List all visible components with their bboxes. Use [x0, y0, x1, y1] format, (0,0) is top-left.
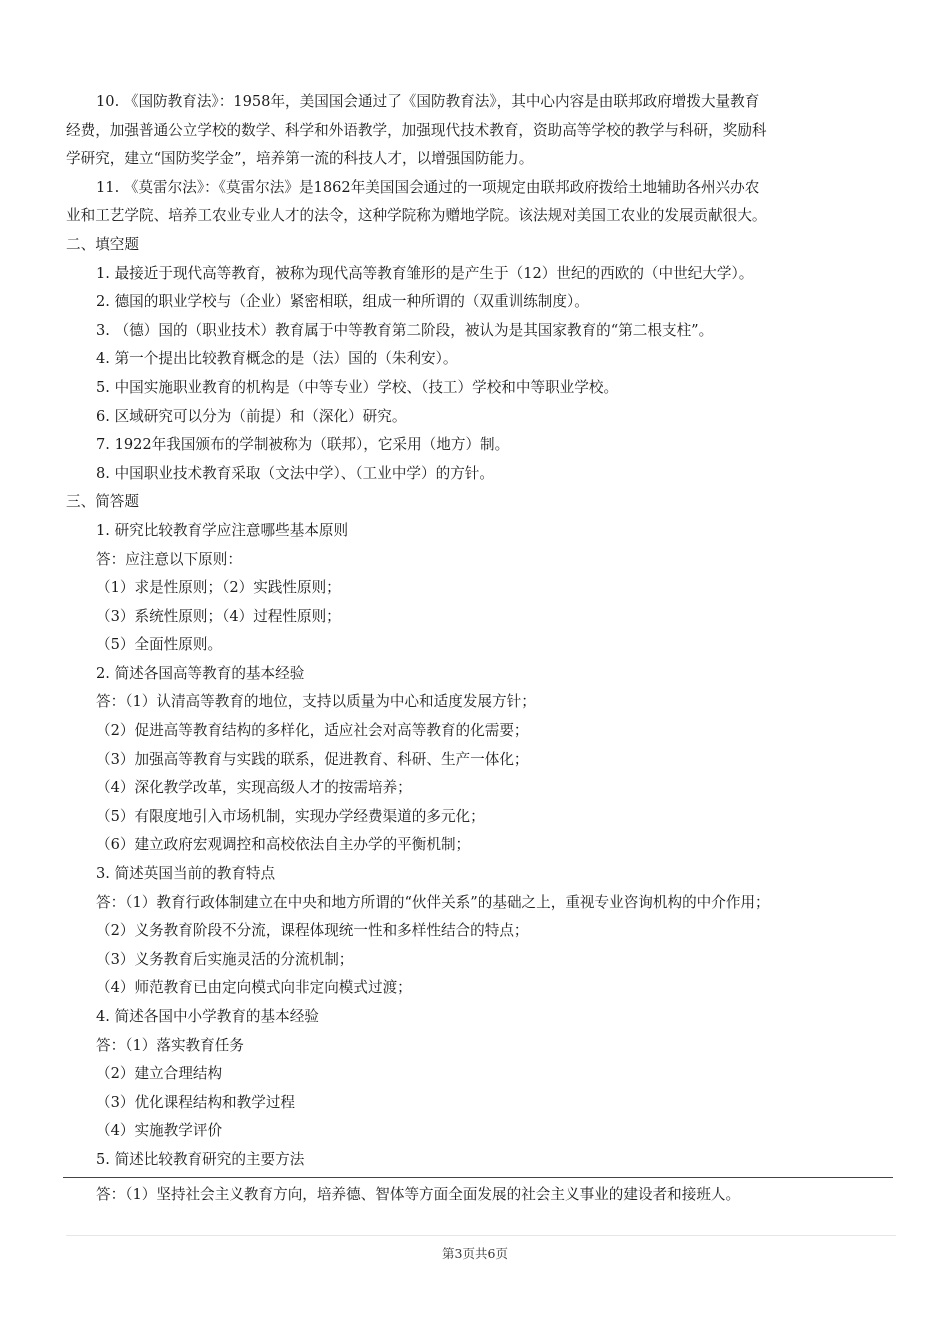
answer-line: （3）义务教育后实施灵活的分流机制；: [96, 950, 354, 968]
answer-line: （2）促进高等教育结构的多样化，适应社会对高等教育的化需要；: [96, 722, 529, 740]
page-content: [66, 88, 896, 1175]
section-short-answer: [66, 488, 896, 1174]
page-number: 第3页共6页: [442, 1246, 508, 1261]
list-item: 5. 中国实施职业教育的机构是（中等专业）学校、（技工）学校和中等职业学校。: [96, 378, 619, 396]
definition-10: [66, 88, 896, 174]
answer-line: （4）实施教学评价: [96, 1122, 223, 1140]
list-item: 2. 德国的职业学校与（企业）紧密相联，组成一种所谓的（双重训练制度）。: [96, 293, 589, 311]
answer-line: （3）加强高等教育与实践的联系，促进教育、科研、生产一体化；: [96, 750, 529, 768]
list-item: 7. 1922年我国颁布的学制被称为（联邦），它采用（地方）制。: [96, 436, 510, 454]
text-line: 经费，加强普通公立学校的数学、科学和外语教学，加强现代技术教育，资助高等学校的教学与科研，奖励科: [66, 121, 767, 139]
answer-line: （3）系统性原则；（4）过程性原则；: [96, 607, 341, 625]
answer-line: 答：（1）认清高等教育的地位，支持以质量为中心和适度发展方针；: [96, 693, 536, 711]
text-line: 业和工艺学院、培养工农业专业人才的法令，这种学院称为赠地学院。该法规对美国工农业的发展贡献很大。: [66, 207, 767, 225]
list-item: 6. 区域研究可以分为（前提）和（深化）研究。: [96, 407, 407, 425]
answer-line: 答：（1）教育行政体制建立在中央和地方所谓的“伙伴关系”的基础之上，重视专业咨询机构的中介作用；: [96, 893, 770, 911]
list-item: 3. （德）国的（职业技术）教育属于中等教育第二阶段，被认为是其国家教育的“第二根支柱”。: [96, 321, 714, 339]
answer-line: （5）全面性原则。: [96, 636, 223, 654]
answer-line: （2）义务教育阶段不分流，课程体现统一性和多样性结合的特点；: [96, 922, 529, 940]
answer-line: （6）建立政府宏观调控和高校依法自主办学的平衡机制；: [96, 836, 471, 854]
list-item: 8. 中国职业技术教育采取（文法中学）、（工业中学）的方针。: [96, 464, 494, 482]
question: 2. 简述各国高等教育的基本经验: [96, 664, 305, 682]
list-item: 1. 最接近于现代高等教育，被称为现代高等教育雏形的是产生于（12）世纪的西欧的（中世纪大学）。: [96, 264, 754, 282]
answer-line: （4）师范教育已由定向模式向非定向模式过渡；: [96, 979, 412, 997]
answer-line: （2）建立合理结构: [96, 1065, 223, 1083]
question: 1. 研究比较教育学应注意哪些基本原则: [96, 521, 349, 539]
text-line: 10. 《国防教育法》：1958年，美国国会通过了《国防教育法》，其中心内容是由联邦政府增拨大量教育: [96, 93, 760, 110]
answer-line: （5）有限度地引入市场机制，实现办学经费渠道的多元化；: [96, 807, 485, 825]
text-line: 学研究，建立“国防奖学金”，培养第一流的科技人才，以增强国防能力。: [66, 150, 534, 168]
section-divider: [63, 1177, 893, 1178]
answer-line: 答：应注意以下原则：: [96, 550, 242, 568]
answer-line: （3）优化课程结构和教学过程: [96, 1093, 296, 1111]
answer-line: （1）求是性原则；（2）实践性原则；: [96, 579, 341, 597]
definition-11: [66, 174, 896, 231]
question: 5. 简述比较教育研究的主要方法: [96, 1150, 305, 1168]
answer-line: （4）深化教学改革，实现高级人才的按需培养；: [96, 779, 412, 797]
section-fill-in-blanks: [66, 231, 896, 488]
question: 3. 简述英国当前的教育特点: [96, 865, 276, 883]
question: 4. 简述各国中小学教育的基本经验: [96, 1008, 319, 1025]
answer-line: 答：（1）坚持社会主义教育方向，培养德、智体等方面全面发展的社会主义事业的建设者和接班人。: [96, 1186, 741, 1203]
list-item: 4. 第一个提出比较教育概念的是（法）国的（朱利安）。: [96, 350, 458, 368]
section-heading: 三、简答题: [66, 493, 139, 511]
answer-line: 答：（1）落实教育任务: [96, 1036, 244, 1054]
section-heading: 二、填空题: [66, 235, 139, 253]
footer-divider: [66, 1235, 896, 1236]
text-line: 11. 《莫雷尔法》：《莫雷尔法》是1862年美国国会通过的一项规定由联邦政府拨给土地辅助各州兴办农: [96, 178, 760, 196]
